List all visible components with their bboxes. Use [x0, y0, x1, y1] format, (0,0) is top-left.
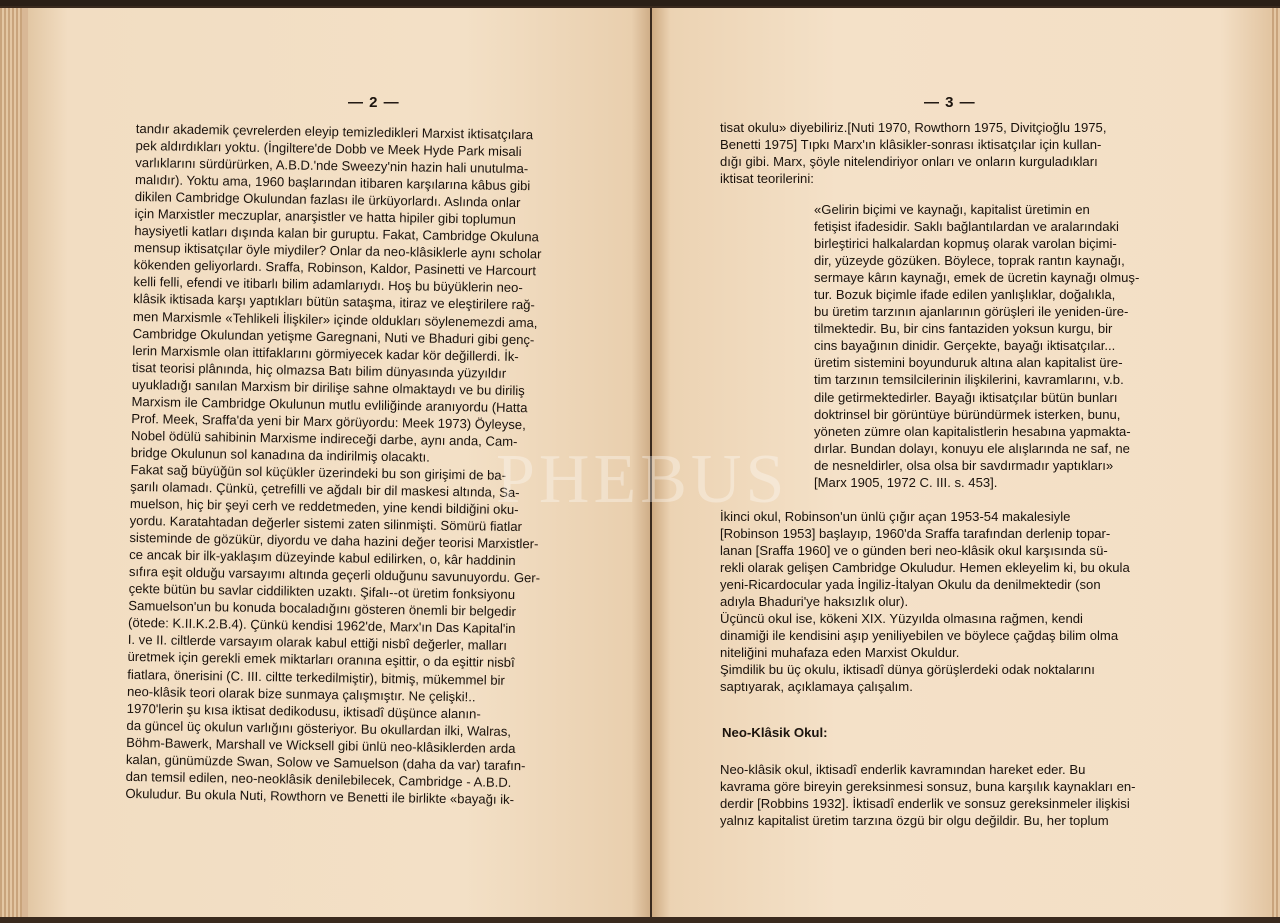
- text-line: sıfıra eşit olduğu varsayımı altında geçerli olduğunu savunuyordu. Ger-: [128, 564, 541, 586]
- quote-line: doktrinsel bir görüntüye büründürmek isterken, bunu,: [814, 406, 1121, 422]
- text-line: Fakat sağ büyüğün sol küçükler üzerindeki bu son girişimi de ba-: [130, 461, 507, 483]
- text-line: çekte bütün bu savlar ciddilikten uzaktı. Şifalı--ot üretim fonksiyonu: [128, 581, 516, 603]
- quote-line: cins bayağının dinidir. Gerçekte, bayağı iktisatçılar...: [814, 338, 1116, 354]
- left-page-number: — 2 —: [348, 94, 400, 111]
- quote-line: fetişist ifadesidir. Saklı bağlantılardan ve aralarındaki: [814, 219, 1119, 235]
- text-line: 1970'lerin şu kısa iktisat dedikodusu, iktisadî düşünce alanın-: [126, 700, 481, 722]
- text-line: dikilen Cambridge Okulundan fazlası ile ürküyorlardı. Aslında onlar: [134, 189, 521, 211]
- text-line: Samuelson'un bu konuda bocaladığını gösteren önemli bir belgedir: [128, 598, 517, 620]
- text-line: (ötede: K.II.K.2.B.4). Çünkü kendisi 1962'de, Marx'ın Das Kapital'in: [127, 615, 516, 637]
- text-line: men Marxismle «Tehlikeli İlişkiler» içinde oldukları söylenemezdi ama,: [132, 308, 538, 330]
- text-line: Şimdilik bu üç okulu, iktisadî dünya görüşlerdeki odak noktalarını: [720, 662, 1095, 678]
- text-line: [Robinson 1953] başlayıp, 1960'da Sraffa tarafından derlenip topar-: [720, 526, 1111, 542]
- text-line: Benetti 1975] Tıpkı Marx'ın klâsikler-sonrası iktisatçılar için kullan-: [720, 137, 1102, 153]
- left-page-edges: [0, 8, 22, 917]
- quote-line: sermaye kârın kaynağı, emek de ücretin kaynağı olmuş-: [814, 270, 1140, 286]
- text-line: Nobel ödülü sahibinin Marxisme indireceği darbe, aynı anda, Cam-: [130, 427, 518, 449]
- right-page-number: — 3 —: [924, 94, 976, 111]
- watermark-logo: PHEBUS: [496, 441, 789, 518]
- text-line: yeni-Ricardocular yada İngiliz-İtalyan Okulu da denilmektedir (son: [720, 577, 1101, 593]
- quote-line: dırlar. Bundan dolayı, konuyu ele alışlarında ne saf, ne: [814, 440, 1130, 456]
- section-heading: Neo-Klâsik Okul:: [722, 725, 828, 740]
- text-line: uyukladığı sanılan Marxism bir dirilişe sahne olmaktaydı ve bu diriliş: [131, 376, 525, 398]
- text-line: muelson, hiç bir şeyi cerh ve reddetmeden, yine kendi bildiğini oku-: [129, 495, 519, 518]
- quote-line: «Gelirin biçimi ve kaynağı, kapitalist üretimin en: [814, 202, 1090, 217]
- left-page: [22, 8, 650, 917]
- quote-line: tur. Bozuk biçimle ifade edilen yanlışlıklar, doğalıkla,: [814, 287, 1116, 303]
- text-line: haysiyetli katları dışında kalan bir guruptu. Fakat, Cambridge Okuluna: [134, 223, 539, 245]
- text-line: yalnız kapitalist üretim tarzına özgü bir olgu değildir. Bu, her toplum: [720, 813, 1109, 829]
- text-line: I. ve II. ciltlerde varsayım olarak kabul ettiği nisbî değerler, malları: [127, 632, 508, 654]
- text-line: tisat okulu» diyebiliriz.[Nuti 1970, Rowthorn 1975, Divitçioğlu 1975,: [720, 120, 1107, 135]
- quote-line: de nesneldirler, olsa olsa bir savdırmadır yaptıkları»: [814, 457, 1114, 473]
- quote-line: [Marx 1905, 1972 C. III. s. 453].: [814, 474, 998, 490]
- text-line: niteliğini muhafaza eden Marxist Okuldur.: [720, 645, 960, 661]
- quote-line: birleştirici halkalardan kopmuş olarak varolan biçimi-: [814, 236, 1117, 252]
- text-line: Böhm-Bawerk, Marshall ve Wicksell gibi ünlü neo-klâsiklerden arda: [126, 734, 516, 756]
- text-line: Neo-klâsik okul, iktisadî enderlik kavramından hareket eder. Bu: [720, 762, 1086, 777]
- text-line: için Marxistler meczuplar, anarşistler ve hatta hipiler gibi toplumun: [134, 206, 516, 228]
- text-line: saptıyarak, açıklamaya çalışalım.: [720, 679, 913, 695]
- text-line: sisteminde de gözükür, diyordu ve daha hazini değer teorisi Marxistler-: [129, 530, 539, 552]
- quote-line: dir, yüzeyde gözüken. Böylece, toprak rantın kaynağı,: [814, 253, 1125, 269]
- right-middle-paragraphs: [720, 508, 1190, 696]
- text-line: derdir [Robbins 1932]. İktisadî enderlik ve sonsuz gereksinmeler ilişkisi: [720, 796, 1130, 812]
- text-line: lerin Marxismle olan ittifaklarını görmiyecek kadar kör değillerdi. İk-: [132, 342, 519, 364]
- text-line: lanan [Sraffa 1960] ve o günden beri neo-klâsik okul karşısında sü-: [720, 543, 1108, 559]
- text-line: tandır akademik çevrelerden eleyip temizledikleri Marxist iktisatçılara: [135, 120, 534, 143]
- text-line: kelli felli, efendi ve itibarlı bilim adamlarıydı. Hoş bu büyüklerin neo-: [133, 274, 523, 296]
- text-line: Üçüncü okul ise, kökeni XIX. Yüzyılda olmasına rağmen, kendi: [720, 611, 1083, 627]
- text-line: dığı gibi. Marx, şöyle nitelendiriyor onları ve onların kurguladıkları: [720, 154, 1098, 170]
- right-page: [652, 8, 1270, 917]
- left-page-body: [125, 120, 596, 809]
- text-line: rekli olarak gelişen Cambridge Okuludur. Hemen ekleyelim ki, bu okula: [720, 560, 1130, 576]
- text-line: kalan, günümüzde Swan, Solow ve Samuelson (daha da var) tarafın-: [125, 751, 526, 773]
- text-line: mensup iktisatçılar öyle miydiler? Onlar da neo-klâsiklerle aynı scholar: [133, 240, 542, 262]
- quote-line: tim tarzının temsilcilerinin ilişkilerini, kavramlarını, v.b.: [814, 372, 1124, 388]
- text-line: Prof. Meek, Sraffa'da yeni bir Marx görüyordu: Meek 1973) Öyleyse,: [131, 410, 526, 432]
- text-line: da güncel üç okulun varlığını gösteriyor. Bu okullardan ilki, Walras,: [126, 717, 512, 739]
- text-line: fiatlara, önerisini (C. III. ciltte terkedilmiştir), bitmiş, mükemmel bir: [127, 666, 505, 688]
- marx-quotation: [814, 201, 1190, 491]
- quote-line: bu üretim tarzının ajanlarının görüşleri ile yeniden-üre-: [814, 304, 1129, 320]
- quote-line: üretim sistemini boyunduruk altına alan kapitalist üre-: [814, 355, 1123, 371]
- quote-line: yöneten zümre olan kapitalistlerin hesabına yapmakta-: [814, 423, 1131, 439]
- text-line: tisat teorisi plânında, hiç olmazsa Batı bilim dünyasında yüzyıldır: [132, 359, 507, 381]
- text-line: Marxism ile Cambridge Okulunun mutlu evliliğinde aranıyordu (Hatta: [131, 393, 528, 415]
- text-line: varlıklarını sürdürürken, A.B.D.'nde Sweezy'nin hazin hali unutulma-: [135, 155, 529, 177]
- text-line: üretmek için gerekli emek miktarları oranına eşittir, o da eşittir nisbî: [127, 649, 515, 671]
- text-line: adıyla Bhaduri'ye haksızlık olur).: [720, 594, 909, 610]
- text-line: Okuludur. Bu okula Nuti, Rowthorn ve Benetti ile birlikte «bayağı ik-: [125, 785, 515, 807]
- text-line: ce ancak bir ilk-yaklaşım düzeyinde kabul edilirken, o, kâr haddinin: [129, 547, 516, 569]
- text-line: İkinci okul, Robinson'un ünlü çığır açan 1953-54 makalesiyle: [720, 509, 1071, 524]
- text-line: malıdır). Yoktu ama, 1960 başlarından itibaren karşılarına kâbus gibi: [134, 172, 531, 194]
- text-line: kavrama göre bireyin gereksinmesi sonsuz, buna karşılık kaynakları en-: [720, 779, 1136, 795]
- text-line: dinamiği ile kendisini aşıp yeniliyebilen ve böylece çağdaş bilim olma: [720, 628, 1119, 644]
- quote-line: dile getirmektedirler. Bayağı iktisatçılar bütün bunları: [814, 389, 1118, 405]
- right-page-edges: [1270, 8, 1280, 917]
- text-line: şarılı olamadı. Çünkü, çetrefilli ve ağdalı bir dil maskesi altında, Sa-: [130, 478, 520, 501]
- text-line: klâsik iktisada karşı yaptıkları bütün sataşma, itiraz ve eleştirilere rağ-: [133, 291, 535, 313]
- right-intro-paragraph: [720, 119, 1190, 187]
- right-final-paragraph: [720, 761, 1190, 829]
- text-line: neo-klâsik teori olarak bize sunmaya çalışmıştır. Ne çelişki!..: [126, 683, 476, 704]
- text-line: iktisat teorilerini:: [720, 171, 814, 187]
- text-line: Cambridge Okulundan yetişme Garegnani, Nuti ve Bhaduri gibi genç-: [132, 325, 535, 347]
- quote-line: tilmektedir. Bu, bir cins fantaziden yoksun kurgu, bir: [814, 321, 1113, 337]
- text-line: dan temsil edilen, neo-neoklâsik denilebilecek, Cambridge - A.B.D.: [125, 768, 512, 790]
- text-line: yordu. Karatahtadan değerler sistemi zaten silinmişti. Sömürü fiatlar: [129, 513, 523, 535]
- text-line: pek aldırdıkları yoktu. (İngiltere'de Dobb ve Meek Hyde Park misali: [135, 138, 522, 160]
- text-line: kökenden geliyorlardı. Sraffa, Robinson, Kaldor, Pasinetti ve Harcourt: [133, 257, 537, 279]
- text-line: bridge Okulunun sol kanadına da indirilmiş olacaktı.: [130, 444, 431, 465]
